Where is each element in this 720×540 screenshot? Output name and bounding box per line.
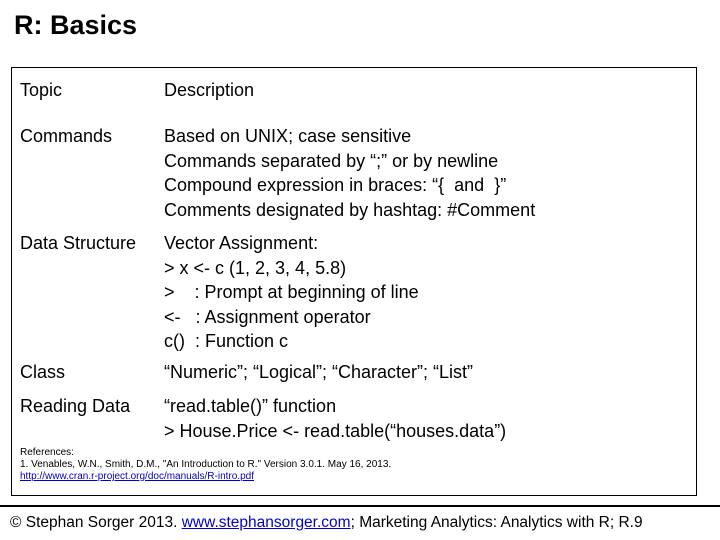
footer-website-link[interactable]: www.stephansorger.com (181, 514, 351, 531)
description-line: Compound expression in braces: “{ and }” (164, 175, 507, 195)
description-line: c() : Function c (164, 331, 289, 351)
description-line: <- : Assignment operator (164, 306, 371, 327)
footer-copyright: © Stephan Sorger 2013. (10, 514, 182, 531)
description-line: Based on UNIX; case sensitive (164, 126, 412, 146)
description-cell (164, 124, 535, 222)
description-line: > : Prompt at beginning of line (164, 282, 419, 302)
topic-cell: Commands (20, 126, 113, 146)
references (20, 447, 391, 483)
description-line: Commands separated by “;” or by newline (164, 150, 499, 171)
description-line: > House.Price <- read.table(“houses.data”) (164, 420, 507, 441)
footer (10, 514, 643, 532)
reference-link[interactable]: http://www.cran.r-project.org/doc/manuals/R-intro.pdf (20, 471, 254, 482)
topic-table (11, 67, 697, 496)
description-cell (164, 360, 473, 385)
references-heading: References: (20, 447, 74, 458)
footer-course-label: ; Marketing Analytics: Analytics with R; R.9 (350, 514, 643, 531)
topic-cell: Data Structure (20, 233, 137, 253)
description-cell (164, 394, 506, 443)
header-topic: Topic (20, 80, 63, 100)
footer-divider (0, 505, 720, 507)
slide-title: R: Basics (14, 10, 138, 40)
description-line: “Numeric”; “Logical”; “Character”; “List” (164, 362, 474, 382)
topic-cell: Class (20, 362, 66, 382)
description-line: > x <- c (1, 2, 3, 4, 5.8) (164, 257, 347, 278)
description-line: “read.table()” function (164, 396, 337, 416)
header-description: Description (164, 80, 255, 100)
topic-cell: Reading Data (20, 396, 131, 416)
description-line: Comments designated by hashtag: #Comment (164, 199, 536, 220)
description-cell (164, 231, 419, 354)
description-line: Vector Assignment: (164, 233, 319, 253)
reference-item: 1. Venables, W.N., Smith, D.M., "An Introduction to R." Version 3.0.1. May 16, 2013. (20, 459, 392, 470)
